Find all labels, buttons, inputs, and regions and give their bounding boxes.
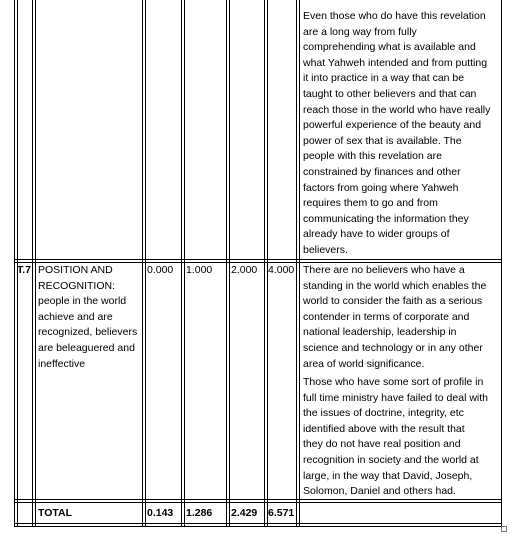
table-border-right xyxy=(501,0,502,527)
text-line: what Yahweh intended and from putting xyxy=(303,56,488,69)
text-line: constrained by finances and other xyxy=(303,165,461,178)
text-line: national leadership, leadership in xyxy=(303,326,457,339)
text-line: recognition in society and the world at xyxy=(303,453,479,466)
row-divider-t7-top xyxy=(14,259,502,260)
row-t7-description-2 xyxy=(303,375,488,500)
text-line: already have to wider groups of xyxy=(303,228,450,241)
table-border-bottom xyxy=(14,526,502,527)
text-line: the issues of doctrine, integrity, etc xyxy=(303,407,464,420)
text-line: communicating the information they xyxy=(303,212,469,225)
text-line: comprehending what is available and xyxy=(303,41,476,54)
text-line: full time ministry have failed to deal with xyxy=(303,391,488,404)
col-divider-title-inner xyxy=(145,0,146,527)
text-line: powerful experience of the beauty and xyxy=(303,119,482,132)
row-id-t7: T.7 xyxy=(17,264,32,276)
col-divider-v1 xyxy=(181,0,182,527)
total-value-2: 1.286 xyxy=(186,507,213,519)
text-line: world to consider the faith as a serious xyxy=(303,295,483,308)
row-t7-value-4: 4.000 xyxy=(268,264,295,276)
table-border-bottom-inner xyxy=(14,523,502,524)
row-t7-description-1 xyxy=(303,263,486,372)
col-divider-v3 xyxy=(264,0,265,527)
text-line: large, in the way that David, Joseph, xyxy=(303,469,473,482)
row-t7-value-3: 2.000 xyxy=(231,264,258,276)
text-line: are a long way from fully xyxy=(303,25,417,38)
col-divider-title xyxy=(142,0,143,527)
row-t7-value-1: 0.000 xyxy=(147,264,174,276)
text-line: Solomon, Daniel and others had. xyxy=(303,485,456,498)
text-line: reach those in the world who have really xyxy=(303,103,491,116)
text-line: POSITION AND xyxy=(38,264,113,276)
col-divider-id xyxy=(32,0,33,527)
text-line: taught to other believers and that can xyxy=(303,87,477,100)
row-divider-total-top-inner xyxy=(14,502,502,503)
text-line: power of sex that is available. The xyxy=(303,134,462,147)
total-value-4: 6.571 xyxy=(268,507,295,519)
text-line: factors from going where Yahweh xyxy=(303,181,459,194)
row-title-t7 xyxy=(38,263,137,372)
text-line: people in the world xyxy=(38,295,127,308)
col-divider-v2-inner xyxy=(229,0,230,527)
text-line: standing in the world which enables the xyxy=(303,279,487,292)
table-resize-handle[interactable] xyxy=(501,526,507,532)
table-border-left xyxy=(14,0,15,527)
text-line: believers. xyxy=(303,243,348,256)
text-line: recognized, believers xyxy=(38,326,138,339)
col-divider-v4-inner xyxy=(299,0,300,527)
col-divider-id-inner xyxy=(35,0,36,527)
total-value-1: 0.143 xyxy=(147,507,174,519)
text-line: There are no believers who have a xyxy=(303,264,465,276)
text-line: science and technology or in any other xyxy=(303,341,483,354)
col-divider-v1-inner xyxy=(184,0,185,527)
total-label: TOTAL xyxy=(38,507,73,519)
col-divider-v2 xyxy=(226,0,227,527)
row-t7-value-2: 1.000 xyxy=(186,264,213,276)
continued-description xyxy=(303,9,490,259)
text-line: ineffective xyxy=(38,357,86,370)
text-line: are beleaguered and xyxy=(38,341,135,354)
text-line: contender in terms of corporate and xyxy=(303,310,470,323)
text-line: achieve and are xyxy=(38,310,113,323)
col-divider-v4 xyxy=(296,0,297,527)
text-line: people with this revelation are xyxy=(303,150,442,163)
text-line: area of world significance. xyxy=(303,357,425,370)
text-line: they do not have real position and xyxy=(303,438,461,451)
text-line: RECOGNITION: xyxy=(38,279,116,292)
text-line: requires them to go and from xyxy=(303,197,438,210)
total-value-3: 2.429 xyxy=(231,507,258,519)
text-line: Those who have some sort of profile in xyxy=(303,376,484,388)
text-line: Even those who do have this revelation xyxy=(303,10,486,22)
text-line: identified above with the result that xyxy=(303,422,465,435)
text-line: it into practice in a way that can be xyxy=(303,72,465,85)
